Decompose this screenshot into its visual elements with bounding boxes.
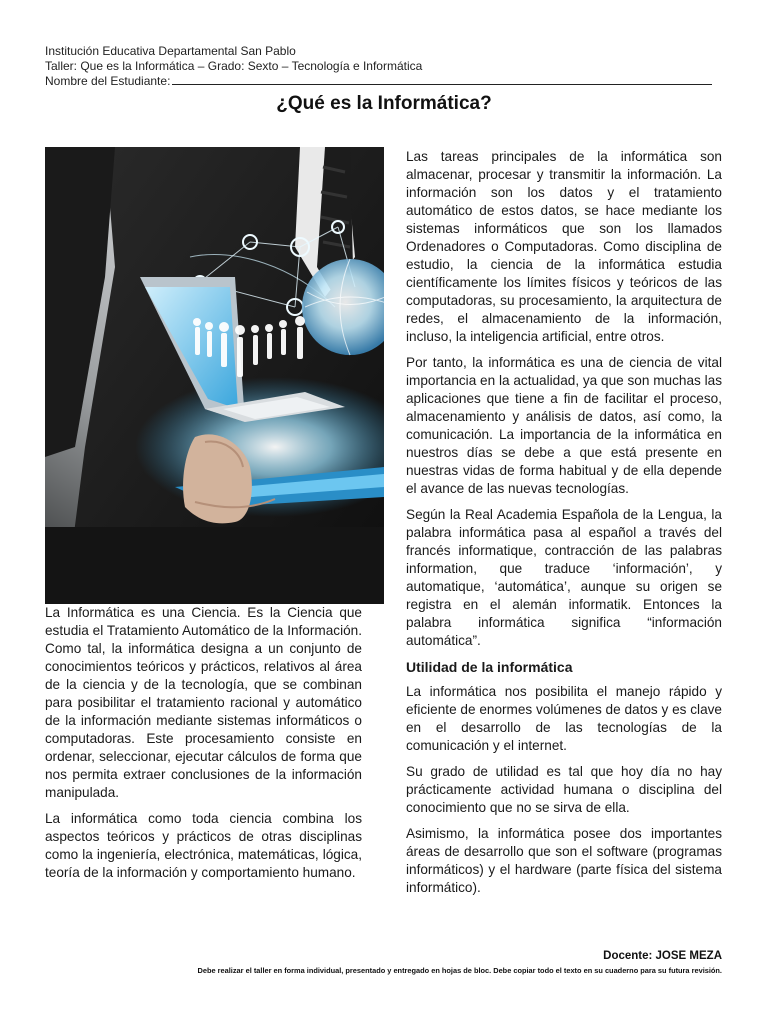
page-title: ¿Qué es la Informática? bbox=[276, 93, 492, 114]
right-column bbox=[406, 148, 722, 905]
document-header bbox=[45, 44, 725, 89]
student-name-label: Nombre del Estudiante: bbox=[45, 74, 171, 88]
footer-note: Debe realizar el taller en forma individual, presentado y entregado en hojas de bloc. Debe copiar todo el texto en su cuaderno para su futura revisión. bbox=[197, 966, 722, 975]
teacher-signature: Docente: JOSE MEZA bbox=[603, 950, 722, 962]
student-name-blank bbox=[172, 74, 712, 85]
workshop-line: Taller: Que es la Informática – Grado: Sexto – Tecnología e Informática bbox=[45, 59, 423, 73]
paragraph: Según la Real Academia Española de la Lengua, la palabra informática pasa al español a través del francés informatique, contracción de las palabras information, que traduce ‘información’, y automatique, ‘automática’, aunque su origen se registra en el alemán informatik. Entonces la palabra informática significa “información automática”. bbox=[406, 507, 722, 648]
paragraph: Por tanto, la informática es una de ciencia de vital importancia en la actualidad, ya que son muchas las aplicaciones que tiene a fin de facilitar el proceso, almacenamiento y análisis de datos, así como, la comunicación. La importancia de la informática en nuestros días se debe a que está presente en nuestras vidas de forma habitual y de ella depende el avance de las nuevas tecnologías. bbox=[406, 355, 722, 496]
student-name-line bbox=[45, 74, 725, 89]
paragraph: Asimismo, la informática posee dos importantes áreas de desarrollo que son el software (programas informáticos) y el hardware (parte física del sistema informático). bbox=[406, 826, 722, 895]
section-heading: Utilidad de la informática bbox=[406, 659, 573, 675]
paragraph: La Informática es una Ciencia. Es la Ciencia que estudia el Tratamiento Automático de la Información. Como tal, la informática designa a un conjunto de conocimientos teóricos y prácticos, relativos al área de la ciencia y de la tecnología, que se combinan para posibilitar el tratamiento racional y automático de la información mediante sistemas informáticos o computadoras. Este procesamiento consiste en ordenar, seleccionar, ejecutar cálculos de forma que nos permita extraer conclusiones de la información manipulada. bbox=[45, 605, 362, 800]
left-column bbox=[45, 604, 362, 890]
paragraph: Su grado de utilidad es tal que hoy día no hay prácticamente actividad humana o disciplina del conocimiento que no se sirva de ella. bbox=[406, 764, 722, 815]
businessman-laptop-network-icon bbox=[45, 147, 384, 604]
paragraph: La informática nos posibilita el manejo rápido y eficiente de enormes volúmenes de datos y es clave en el desarrollo de las tecnologías de la comunicación y el internet. bbox=[406, 684, 722, 753]
institution-line: Institución Educativa Departamental San Pablo bbox=[45, 44, 296, 58]
paragraph: Las tareas principales de la informática son almacenar, procesar y transmitir la información. La información son los datos y el tratamiento automático de estos datos, se hace mediante los sistemas informáticos que son los llamados Ordenadores o Computadoras. Como disciplina de estudio, la ciencia de la informática estudia científicamente los límites físicos y teóricos de las computadoras, su procesamiento, la arquitectura de redes, el almacenamiento de la información, incluso, la inteligencia artificial, entre otros. bbox=[406, 149, 722, 344]
paragraph: La informática como toda ciencia combina los aspectos teóricos y prácticos de otras disciplinas como la ingeniería, electrónica, matemáticas, lógica, teoría de la información y comportamiento humano. bbox=[45, 811, 362, 880]
